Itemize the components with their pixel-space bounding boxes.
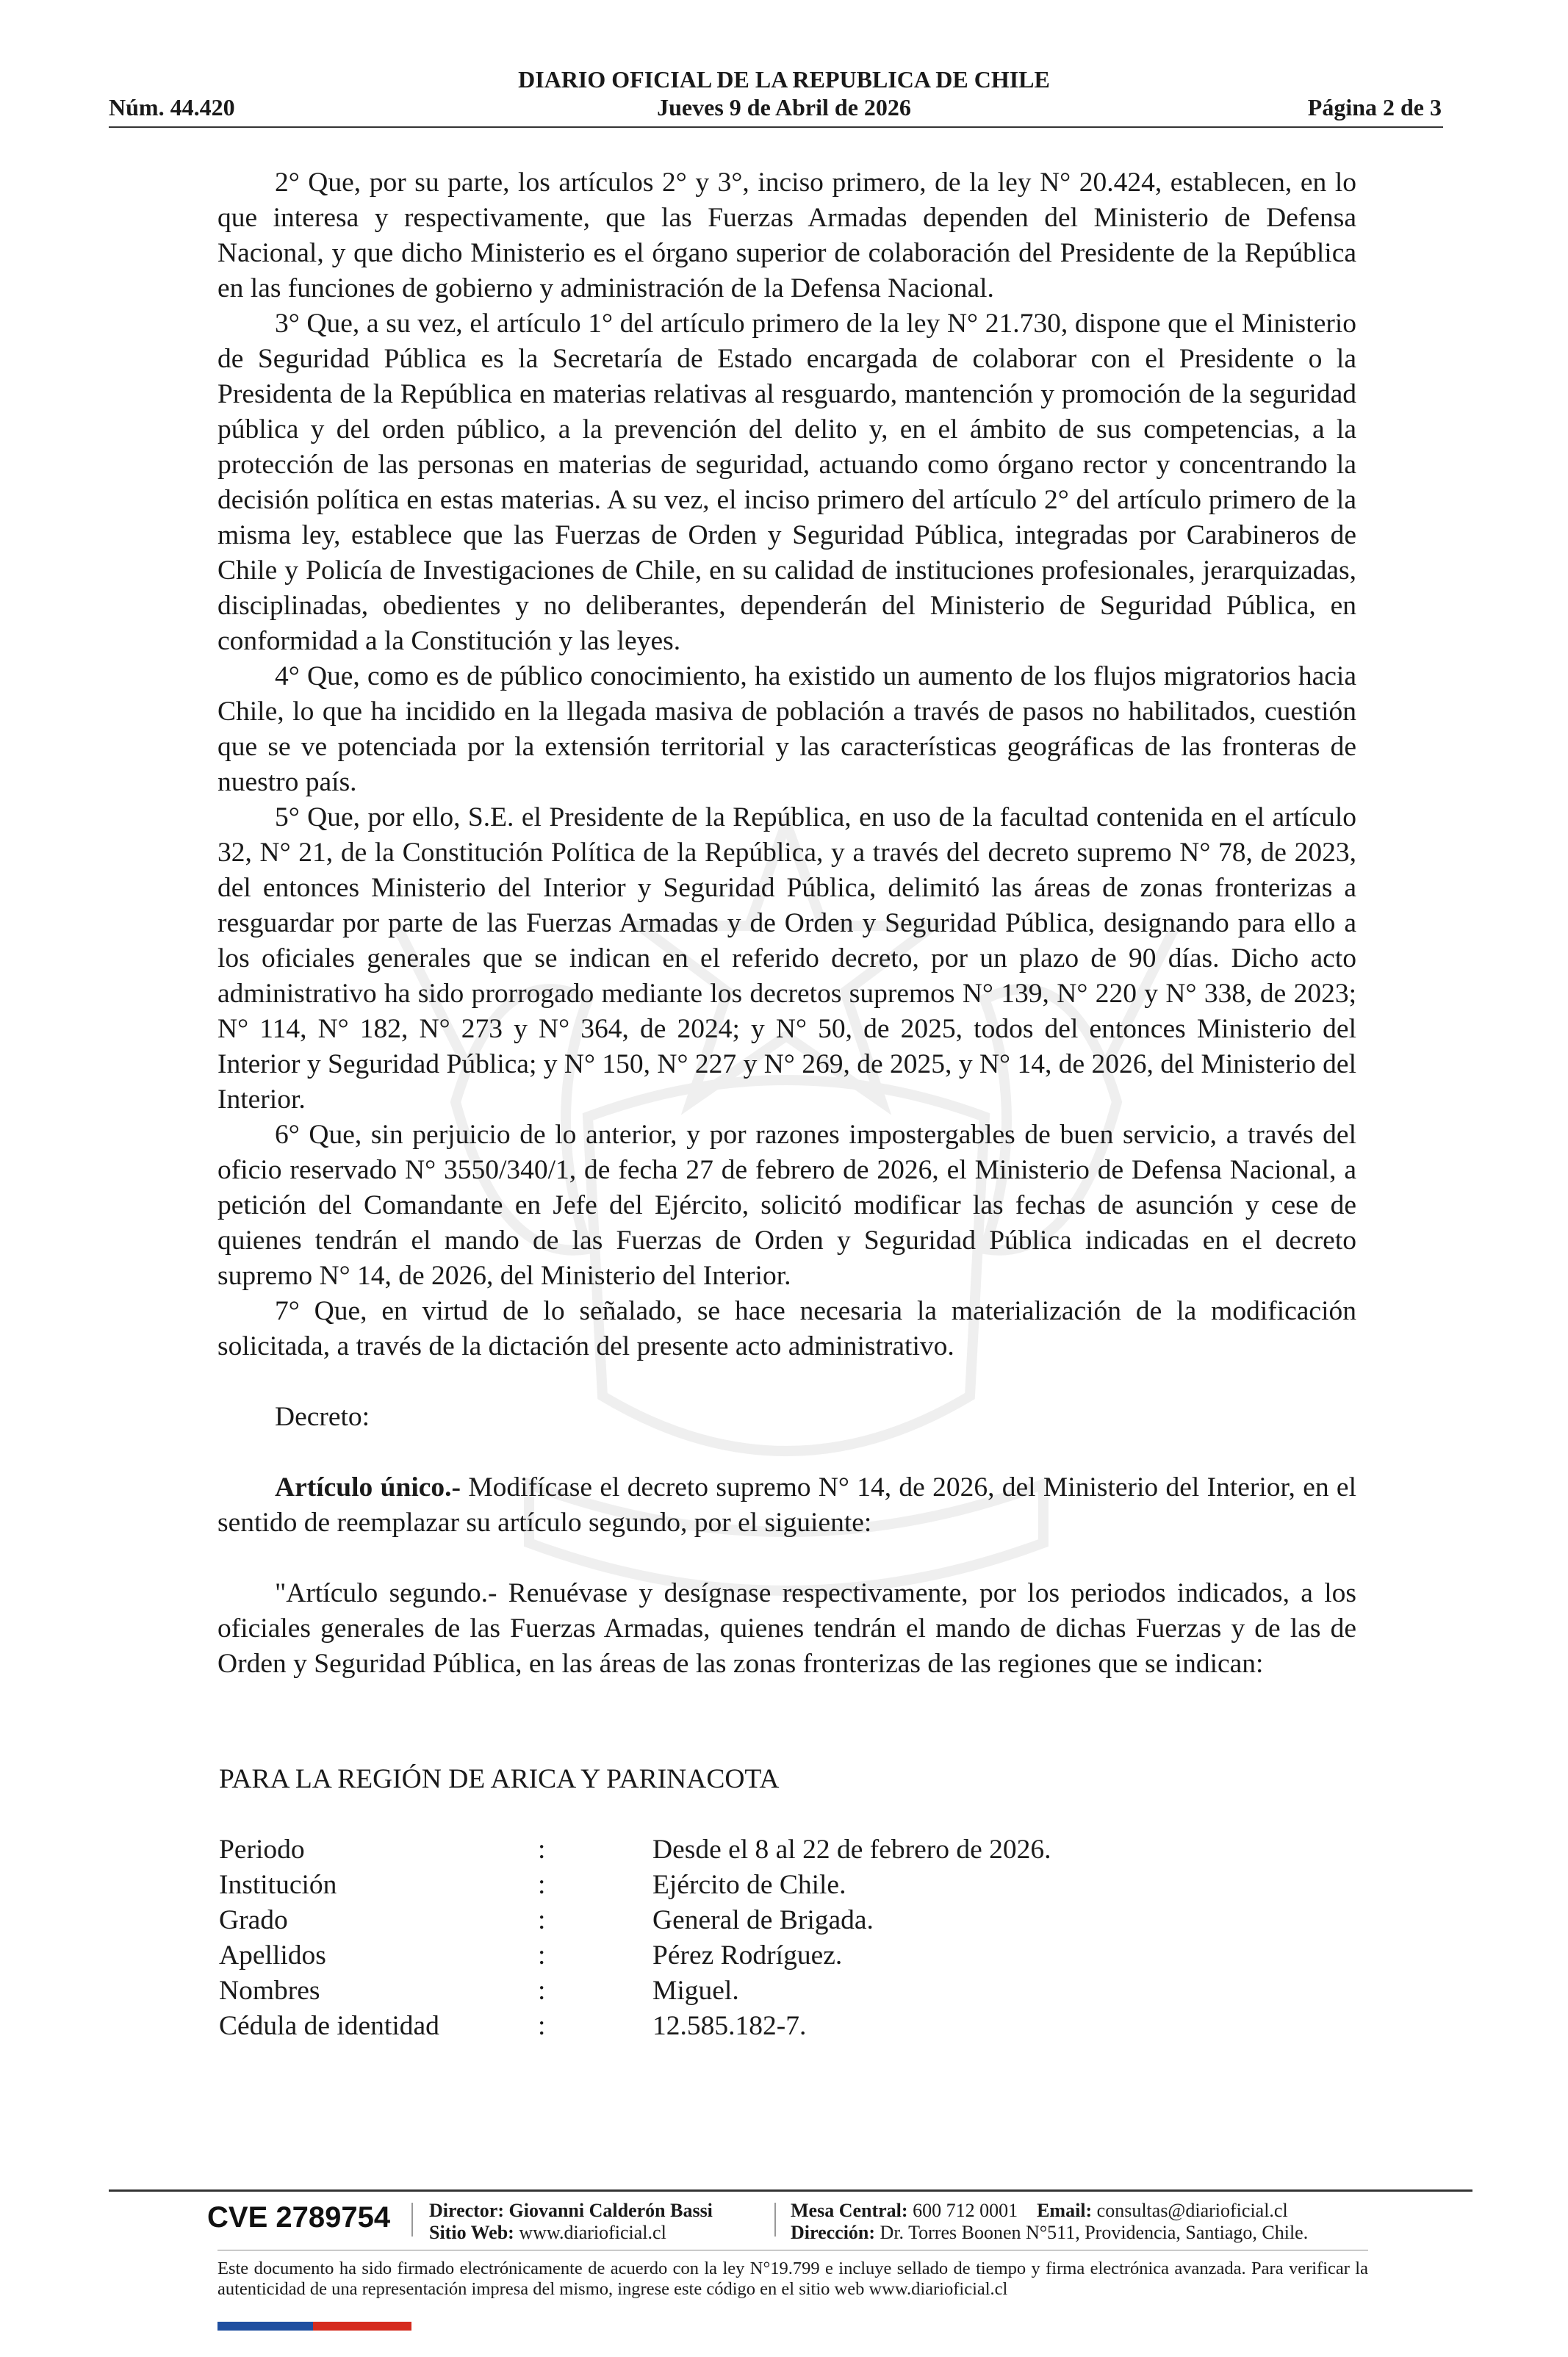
- mesa-label: Mesa Central:: [791, 2200, 908, 2221]
- row-value-nombres: Miguel.: [652, 1976, 739, 2006]
- considerando-4: 4° Que, como es de público conocimiento, ha existido un aumento de los flujos migratorios hacia Chile, lo que ha incidido en la llegada masiva de población a través de pasos no habilitados, cuestión que se ve potenciada por la extensión territorial y las características geográficas de las fronteras de nuestro país.: [217, 661, 1356, 797]
- considerando-7: 7° Que, en virtud de lo señalado, se hace necesaria la materialización de la modificación solicitada, a través de la dictación del presente acto administrativo.: [217, 1296, 1356, 1361]
- footer-contact: [791, 2200, 1288, 2222]
- row-colon: :: [538, 2011, 546, 2041]
- director-value: Giovanni Calderón Bassi: [504, 2200, 713, 2221]
- email-label: Email:: [1037, 2200, 1093, 2221]
- direccion-label: Dirección:: [791, 2222, 876, 2243]
- articulo-unico: [217, 1470, 1356, 1541]
- row-colon: :: [538, 1835, 546, 1865]
- row-colon: :: [538, 1940, 546, 1971]
- row-value-periodo: Desde el 8 al 22 de febrero de 2026.: [652, 1835, 1051, 1865]
- footer-director: [429, 2200, 713, 2222]
- decree-body: [217, 165, 1356, 1682]
- considerando-2: 2° Que, por su parte, los artículos 2° y 3°, inciso primero, de la ley N° 20.424, establecen, en lo que interesa y respectivamente, que las Fuerzas Armadas dependen del Ministerio de Defensa Nacional, y que dicho Ministerio es el órgano superior de colaboración del Presidente de la República en las funciones de gobierno y administración de la Defensa Nacional.: [217, 168, 1356, 303]
- articulo-segundo-quote: "Artículo segundo.- Renuévase y desígnase respectivamente, por los periodos indicados, a los oficiales generales de las Fuerzas Armadas, quienes tendrán el mando de dichas Fuerzas y de las de Orden y Seguridad Pública, en las áreas de las zonas fronterizas de las regiones que se indican:: [217, 1578, 1356, 1679]
- gazette-title: DIARIO OFICIAL DE LA REPUBLICA DE CHILE: [518, 66, 1050, 93]
- web-link[interactable]: www.diarioficial.cl: [514, 2222, 666, 2243]
- page-indicator: Página 2 de 3: [1307, 94, 1442, 120]
- articulo-unico-label: Artículo único.-: [275, 1472, 461, 1503]
- header-divider: [109, 126, 1443, 128]
- director-label: Director:: [429, 2200, 505, 2221]
- row-label-cedula: Cédula de identidad: [219, 2011, 439, 2041]
- cve-code: CVE 2789754: [207, 2201, 391, 2234]
- issue-number: Núm. 44.420: [109, 94, 235, 120]
- flag-stripe-blue: [217, 2322, 313, 2331]
- row-label-grado: Grado: [219, 1905, 288, 1935]
- considerando-6: 6° Que, sin perjuicio de lo anterior, y por razones impostergables de buen servicio, a través del oficio reservado N° 3550/340/1, de fecha 27 de febrero de 2026, el Ministerio de Defensa Nacional, a petición del Comandante en Jefe del Ejército, solicitó modificar las fechas de asunción y cese de quienes tendrán el mando de las Fuerzas de Orden y Seguridad Pública indicadas en el decreto supremo N° 14, de 2026, del Ministerio del Interior.: [217, 1120, 1356, 1291]
- flag-stripe-red: [313, 2322, 411, 2331]
- considerando-5: 5° Que, por ello, S.E. el Presidente de la República, en uso de la facultad contenida en el artículo 32, N° 21, de la Constitución Política de la República, y a través del decreto supremo N° 78, de 2023, del entonces Ministerio del Interior y Seguridad Pública, delimitó las áreas de zonas fronterizas a resguardar por parte de las Fuerzas Armadas y de Orden y Seguridad Pública, designando para ello a los oficiales generales que se indican en el referido decreto, por un plazo de 90 días. Dicho acto administrativo ha sido prorrogado mediante los decretos supremos N° 139, N° 220 y N° 338, de 2023; N° 114, N° 182, N° 273 y N° 364, de 2024; y N° 50, de 2025, todos del entonces Ministerio del Interior y Seguridad Pública; y N° 150, N° 227 y N° 269, de 2025, y N° 14, de 2026, del Ministerio del Interior.: [217, 802, 1356, 1115]
- row-label-nombres: Nombres: [219, 1976, 320, 2006]
- web-label: Sitio Web:: [429, 2222, 514, 2243]
- footer-separator: [411, 2203, 413, 2237]
- footer-separator: [774, 2203, 776, 2237]
- footer-divider: [109, 2189, 1472, 2192]
- row-colon: :: [538, 1905, 546, 1935]
- row-label-institucion: Institución: [219, 1870, 337, 1900]
- row-value-cedula: 12.585.182-7.: [652, 2011, 807, 2041]
- row-colon: :: [538, 1976, 546, 2006]
- direccion-value: Dr. Torres Boonen N°511, Providencia, Santiago, Chile.: [875, 2222, 1309, 2243]
- decreto-heading: Decreto:: [275, 1402, 370, 1432]
- considerando-3: 3° Que, a su vez, el artículo 1° del artículo primero de la ley N° 21.730, dispone que el Ministerio de Seguridad Pública es la Secretaría de Estado encargada de colaborar con el Presidente o la Presidenta de la República en materias relativas al resguardo, mantención y promoción de la seguridad pública y del orden público, a la prevención del delito y, en el ámbito de sus competencias, a la protección de las personas en materias de seguridad, actuando como órgano rector y concentrando la decisión política en estas materias. A su vez, el inciso primero del artículo 2° del artículo primero de la misma ley, establece que las Fuerzas de Orden y Seguridad Pública, integradas por Carabineros de Chile y Policía de Investigaciones de Chile, en su calidad de instituciones profesionales, jerarquizadas, disciplinadas, obedientes y no deliberantes, dependerán del Ministerio de Seguridad Pública, en conformidad a la Constitución y las leyes.: [217, 309, 1356, 656]
- issue-date: Jueves 9 de Abril de 2026: [657, 94, 911, 120]
- footer-website: [429, 2222, 666, 2244]
- row-value-grado: General de Brigada.: [652, 1905, 874, 1935]
- row-label-periodo: Periodo: [219, 1835, 305, 1865]
- row-colon: :: [538, 1870, 546, 1900]
- row-label-apellidos: Apellidos: [219, 1940, 326, 1971]
- row-value-institucion: Ejército de Chile.: [652, 1870, 846, 1900]
- email-link[interactable]: consultas@diarioficial.cl: [1092, 2200, 1288, 2221]
- legal-notice: Este documento ha sido firmado electrónicamente de acuerdo con la ley N°19.799 e incluye sellado de tiempo y firma electrónica avanzada. Para verificar la autenticidad de una representación impresa del mismo, ingrese este código en el sitio web www.diarioficial.cl: [217, 2259, 1368, 2299]
- mesa-value: 600 712 0001: [907, 2200, 1018, 2221]
- footer-address: [791, 2222, 1308, 2244]
- articulo-unico-text: Modifícase el decreto supremo N° 14, de 2026, del Ministerio del Interior, en el sentido de reemplazar su artículo segundo, por el siguiente:: [217, 1472, 1356, 1538]
- region-heading: PARA LA REGIÓN DE ARICA Y PARINACOTA: [219, 1764, 780, 1794]
- row-value-apellidos: Pérez Rodríguez.: [652, 1940, 843, 1971]
